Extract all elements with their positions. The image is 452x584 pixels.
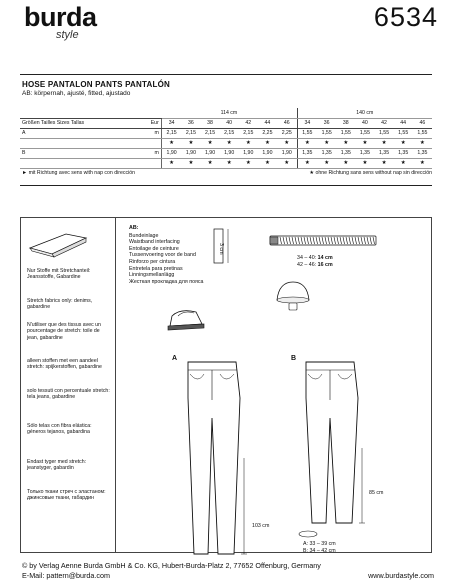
notion-line: Rinforzo per cintura	[129, 258, 176, 265]
view-a-label: A	[172, 355, 178, 362]
notion-line: Waistband interfacing	[129, 239, 180, 246]
size-cell: 38	[200, 118, 219, 128]
nap-star: ★	[277, 158, 297, 168]
notion-line: Жесткая прокладка для пояса	[129, 278, 204, 285]
size-cell: 36	[181, 118, 200, 128]
fabric-note-nl: alleen stoffen met een aandeel stretch: spijkerstoffen, gabardine	[27, 358, 102, 371]
size-cell: 38	[336, 118, 355, 128]
group-114: 114 cm	[161, 108, 297, 118]
nap-star: ★	[355, 138, 374, 148]
size-cell: 44	[394, 118, 413, 128]
size-cell: 36	[317, 118, 336, 128]
size-cell: 40	[355, 118, 374, 128]
nap-star: ★	[200, 158, 219, 168]
yardage-cell: 1,35	[336, 148, 355, 158]
notions-head: AB:	[129, 225, 139, 231]
title-block	[22, 80, 170, 97]
logo-style-text: style	[56, 29, 79, 41]
size-cell: 34	[297, 118, 317, 128]
footer-email[interactable]: E-Mail: pattern@burda.com	[22, 570, 110, 580]
interfacing-strip	[214, 229, 234, 269]
yardage-cell: 1,55	[297, 128, 317, 138]
size-cell: 44	[258, 118, 277, 128]
yardage-cell: 1,90	[239, 148, 258, 158]
yardage-cell: 1,35	[317, 148, 336, 158]
row-label: A	[20, 128, 141, 138]
view-b-length: 85 cm	[369, 490, 384, 496]
nap-star: ★	[336, 158, 355, 168]
unit-eur: Eur	[141, 118, 161, 128]
nap-star: ★	[239, 138, 258, 148]
notion-line: Entoilage de ceinture	[129, 245, 179, 252]
yardage-cell: 1,90	[181, 148, 200, 158]
top-rule	[20, 74, 432, 75]
yardage-cell: 1,90	[220, 148, 239, 158]
fabric-note-ru: Только ткани стреч с эластаном: джинсовые ткани, габардин	[27, 489, 106, 502]
yardage-cell: 2,15	[200, 128, 219, 138]
pattern-number: 6534	[373, 2, 438, 32]
nap-star: ★	[258, 138, 277, 148]
hem-width-a: A: 33 – 39 cm	[303, 541, 336, 547]
row-label: B	[20, 148, 141, 158]
jeans-button-icon	[275, 280, 311, 314]
view-b-label: B	[291, 355, 297, 362]
zipper-icon	[270, 234, 378, 248]
yardage-cell: 1,35	[413, 148, 432, 158]
table-row	[20, 158, 432, 168]
nap-star: ★	[297, 138, 317, 148]
nap-star: ★	[220, 138, 239, 148]
fabric-note-it: solo tessuti con percentuale stretch: tela jeans, gabardine	[27, 388, 110, 401]
nap-star: ★	[161, 158, 181, 168]
nap-star: ★	[200, 138, 219, 148]
footer	[22, 561, 434, 580]
iron-icon	[166, 306, 206, 332]
fabric-note-fr: N'utiliser que des tissus avec un pourcentage de stretch: toile de jean, gabardine	[27, 322, 101, 341]
yardage-cell: 1,55	[336, 128, 355, 138]
nap-star: ★	[181, 158, 200, 168]
nap-star: ★	[317, 138, 336, 148]
size-header-label: Größen Tailles Sizes Tallas	[20, 118, 141, 128]
pants-view-a-drawing	[182, 358, 252, 558]
zip-length-2: 16 cm	[317, 262, 333, 268]
yardage-table	[20, 108, 432, 169]
yardage-cell: 1,35	[374, 148, 393, 158]
row-unit: m	[141, 128, 161, 138]
yardage-cell: 2,25	[258, 128, 277, 138]
zip-size-2: 42 – 46:	[297, 262, 317, 268]
size-header-row	[20, 118, 432, 128]
zip-length-1: 14 cm	[317, 255, 333, 261]
notion-line: Entretela para pretinas	[129, 265, 183, 272]
notions-list	[129, 225, 203, 285]
nap-star: ★	[277, 138, 297, 148]
nap-star: ★	[181, 138, 200, 148]
yardage-cell: 1,90	[277, 148, 297, 158]
nap-star: ★	[161, 138, 181, 148]
size-cell: 46	[413, 118, 432, 128]
table-group-row	[20, 108, 432, 118]
fabric-fold-icon	[26, 228, 90, 260]
yardage-cell: 1,90	[258, 148, 277, 158]
nap-star: ★	[258, 158, 277, 168]
nap-star: ★	[355, 158, 374, 168]
pants-view-b-drawing	[300, 358, 370, 558]
burda-logo: burda	[24, 2, 97, 32]
yardage-cell: 2,15	[220, 128, 239, 138]
footer-copyright: © by Verlag Aenne Burda GmbH & Co. KG, Hubert-Burda-Platz 2, 77652 Offenburg, Germany	[22, 561, 321, 570]
notion-line: Linningsmellanlägg	[129, 272, 175, 279]
header	[10, 0, 442, 52]
panel-divider	[115, 218, 116, 552]
nap-star: ★	[374, 138, 393, 148]
size-cell: 40	[220, 118, 239, 128]
nap-star: ★	[394, 138, 413, 148]
hem-width-b: B: 34 – 42 cm	[303, 548, 336, 554]
row-unit: m	[141, 148, 161, 158]
mid-rule	[20, 185, 432, 186]
yardage-cell: 1,35	[394, 148, 413, 158]
nap-star: ★	[394, 158, 413, 168]
nap-star: ★	[413, 158, 432, 168]
yardage-cell: 2,15	[161, 128, 181, 138]
yardage-cell: 1,55	[413, 128, 432, 138]
size-cell: 34	[161, 118, 181, 128]
table-row	[20, 128, 432, 138]
yardage-cell: 2,25	[277, 128, 297, 138]
yardage-cell: 1,35	[355, 148, 374, 158]
nap-star: ★	[220, 158, 239, 168]
yardage-cell: 1,55	[317, 128, 336, 138]
nap-star: ★	[413, 138, 432, 148]
yardage-cell: 2,15	[239, 128, 258, 138]
group-140: 140 cm	[297, 108, 432, 118]
yardage-cell: 1,90	[161, 148, 181, 158]
yardage-cell: 1,35	[297, 148, 317, 158]
legend-with-nap: ► mit Richtung avec sens with nap con dirección	[22, 170, 135, 176]
zipper-lengths	[297, 255, 333, 269]
zip-size-1: 34 – 40:	[297, 255, 317, 261]
nap-star: ★	[336, 138, 355, 148]
notion-line: Bundeinlage	[129, 232, 159, 239]
nap-star: ★	[297, 158, 317, 168]
nap-star: ★	[317, 158, 336, 168]
fabric-note-es: Sólo telas con fibra elástica: géneros tejanos, gabardina	[27, 423, 92, 436]
fabric-note-de: Nur Stoffe mit Stretchanteil: Jeansstoffe, Gabardine	[27, 268, 91, 281]
size-cell: 42	[374, 118, 393, 128]
legend-without-nap: ★ ohne Richtung sans sens without nap sin dirección	[309, 170, 432, 176]
notion-line: Tussenvoering voor de band	[129, 252, 196, 259]
yardage-cell: 2,15	[181, 128, 200, 138]
size-cell: 42	[239, 118, 258, 128]
footer-website[interactable]: www.burdastyle.com	[368, 570, 434, 580]
nap-star: ★	[239, 158, 258, 168]
table-row	[20, 148, 432, 158]
yardage-cell: 1,55	[355, 128, 374, 138]
interfacing-dim: 3 cm	[218, 243, 224, 255]
fabric-note-en: Stretch fabrics only: denims, gabardine	[27, 298, 93, 311]
view-b-hem-widths	[303, 541, 336, 555]
garment-title: HOSE PANTALON PANTS PANTALÓN	[22, 80, 170, 89]
yardage-cell: 1,55	[394, 128, 413, 138]
table-row	[20, 138, 432, 148]
fit-description: AB: körpernah, ajusté, fitted, ajustado	[22, 90, 131, 97]
nap-star: ★	[374, 158, 393, 168]
fabric-note-sv: Endast tyger med stretch: jeanstyger, gabardin	[27, 459, 87, 472]
size-cell: 46	[277, 118, 297, 128]
yardage-cell: 1,90	[200, 148, 219, 158]
yardage-cell: 1,55	[374, 128, 393, 138]
view-a-length: 103 cm	[252, 523, 270, 529]
